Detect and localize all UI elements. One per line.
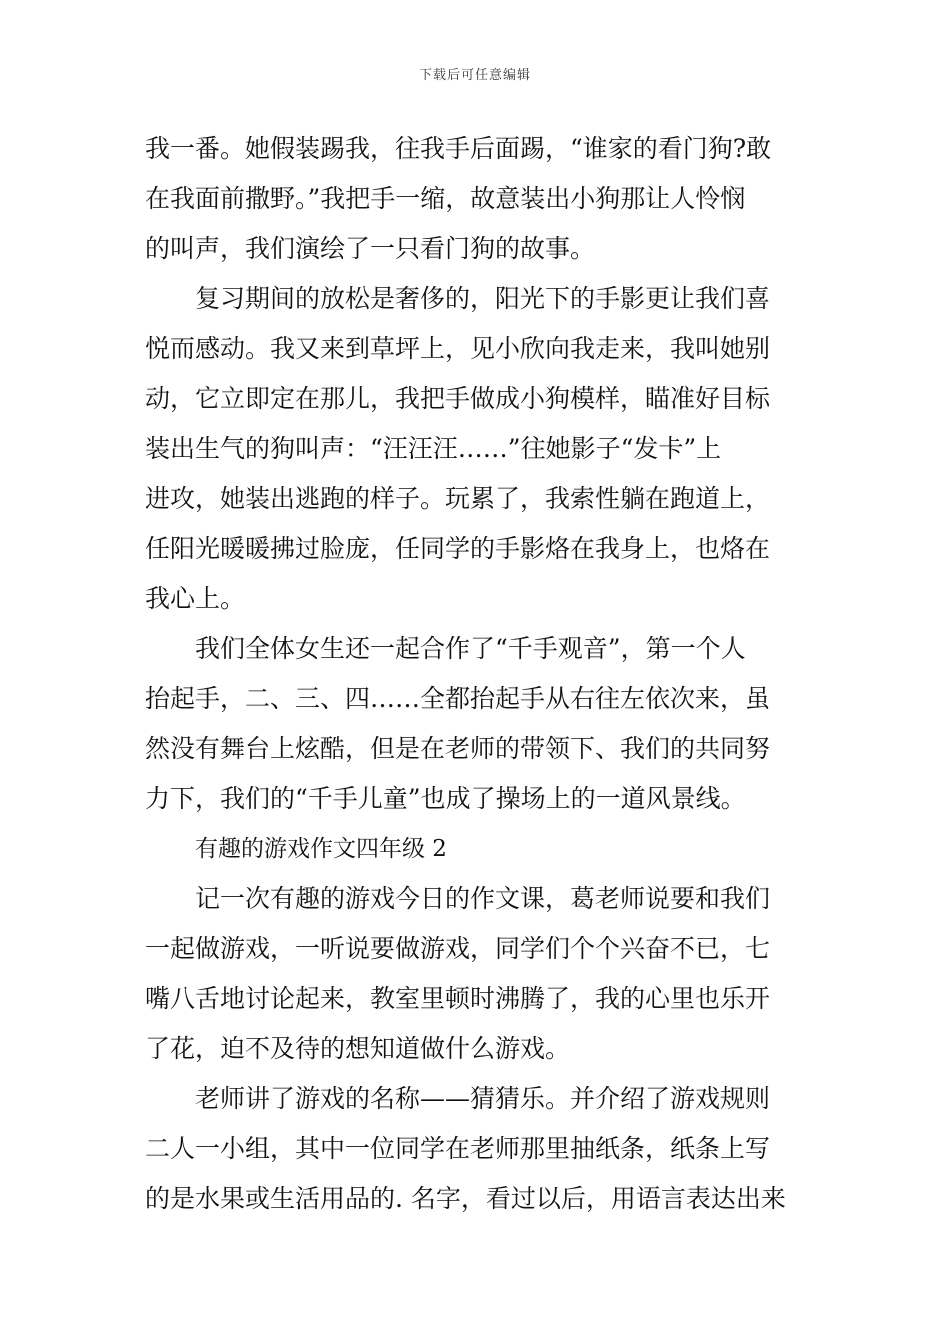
text-line: 悦而感动。我又来到草坪上，见小欣向我走来，我叫她别 <box>145 334 771 363</box>
text-line: 的是水果或生活用品的. 名字，看过以后，用语言表达出来 <box>145 1184 786 1213</box>
text-line: 在我面前撒野。”我把手一缩，故意装出小狗那让人怜悯 <box>145 184 746 213</box>
text-line: 二人一小组，其中一位同学在老师那里抽纸条，纸条上写 <box>145 1134 771 1163</box>
text-line: 装出生气的狗叫声：“汪汪汪……”往她影子“发卡”上 <box>145 434 722 463</box>
text-line: 进攻，她装出逃跑的样子。玩累了，我索性躺在跑道上， <box>145 484 771 513</box>
paragraph-start-line: 记一次有趣的游戏今日的作文课，葛老师说要和我们 <box>195 884 771 913</box>
text-line: 我一番。她假装踢我，往我手后面踢，“谁家的看门狗?敢 <box>145 134 772 163</box>
text-line: 嘴八舌地讨论起来，教室里顿时沸腾了，我的心里也乐开 <box>145 984 771 1013</box>
header-note: 下载后可任意编辑 <box>418 68 531 83</box>
paragraph-start-line: 我们全体女生还一起合作了“千手观音”，第一个人 <box>195 634 746 663</box>
text-line: 动，它立即定在那儿，我把手做成小狗模样，瞄准好目标 <box>145 384 771 413</box>
text-line: 抬起手，二、三、四……全都抬起手从右往左依次来，虽 <box>145 684 771 713</box>
document-body <box>145 124 810 1224</box>
paragraph-start-line: 复习期间的放松是奢侈的，阳光下的手影更让我们喜 <box>195 284 771 313</box>
text-line: 力下，我们的“千手儿童”也成了操场上的一道风景线。 <box>145 784 746 813</box>
text-line: 然没有舞台上炫酷，但是在老师的带领下、我们的共同努 <box>145 734 771 763</box>
text-line: 我心上。 <box>145 584 246 613</box>
text-line: 一起做游戏，一听说要做游戏，同学们个个兴奋不已，七 <box>145 934 771 963</box>
paragraph-start-line: 老师讲了游戏的名称——猜猜乐。并介绍了游戏规则 <box>195 1084 771 1113</box>
text-line: 任阳光暖暖拂过脸庞，任同学的手影烙在我身上，也烙在 <box>145 534 771 563</box>
text-line: 了花，迫不及待的想知道做什么游戏。 <box>145 1034 571 1063</box>
section-heading: 有趣的游戏作文四年级 2 <box>195 836 447 862</box>
text-line: 的叫声，我们演绘了一只看门狗的故事。 <box>145 234 596 263</box>
